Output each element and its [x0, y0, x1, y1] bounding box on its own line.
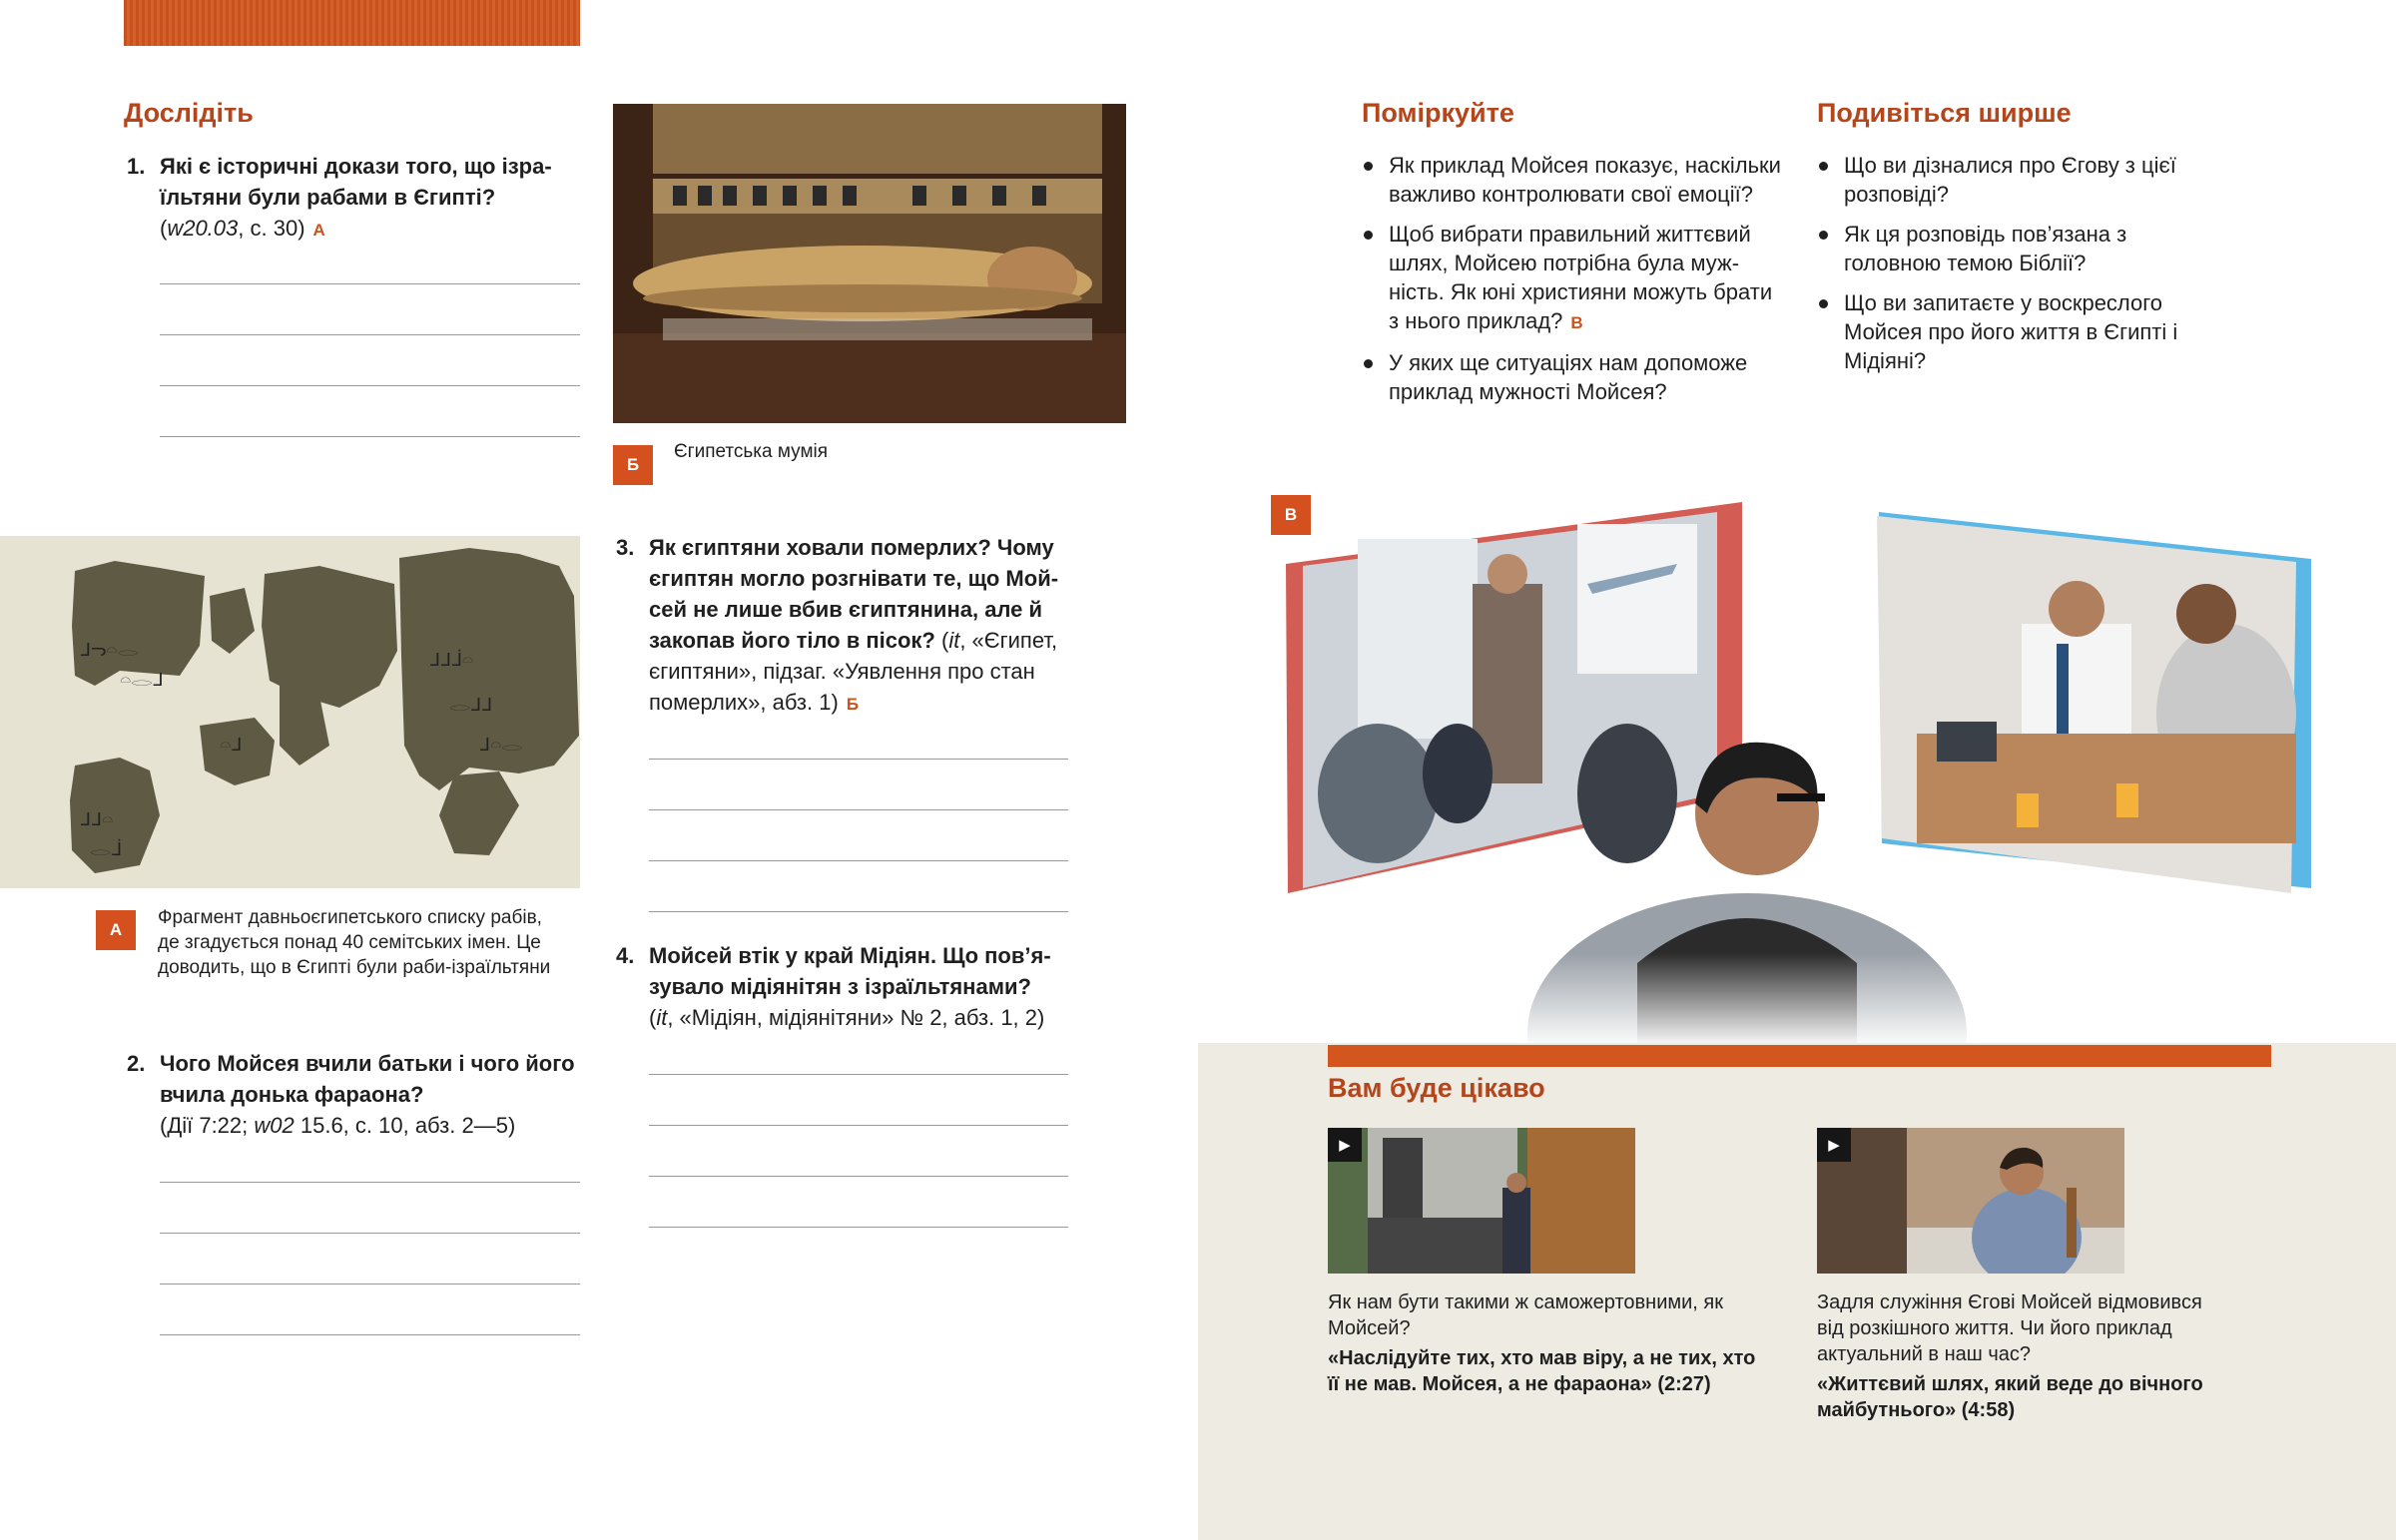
figure-b-badge: Б — [613, 445, 653, 485]
question-4-reference: (it, «Мідіян, мідіянітяни» № 2, абз. 1, 2) — [649, 1005, 1045, 1030]
papyrus-image — [0, 536, 580, 888]
question-1: 1. Які є історичні докази того, що ізраїльтяни були рабами в Єгипті? (w20.03, с. 30) А — [127, 154, 552, 241]
interesting-heading: Вам буде цікаво — [1328, 1073, 1545, 1103]
research-heading: Дослідіть — [124, 98, 254, 128]
figure-c-marker: В — [1570, 313, 1583, 332]
think-item: Як приклад Мойсея показує, наскільки важливо контролювати свої емоції? — [1362, 151, 1781, 209]
svg-text:ᒧᒧᒨ𓏏: ᒧᒧᒨ𓏏 — [429, 650, 474, 671]
play-icon[interactable]: ▶ — [1817, 1128, 1851, 1162]
think-heading: Поміркуйте — [1362, 98, 1514, 128]
think-list — [1362, 151, 1781, 417]
figure-a-marker: А — [312, 221, 325, 240]
video-1[interactable] — [1328, 1128, 1756, 1397]
svg-text:ᒧᒧ𓏏: ᒧᒧ𓏏 — [80, 809, 114, 830]
mummy-image — [613, 104, 1126, 423]
interesting-bar — [1328, 1045, 2271, 1067]
question-2: 2. Чого Мойсея вчили батьки і чого його вчила донька фараона? (Дії 7:22; w02 15.6, с. 10, абз. 2—5) — [127, 1051, 575, 1138]
video-2-thumbnail[interactable] — [1817, 1128, 2124, 1274]
wider-item: Що ви дізналися про Єгову з цієї розповіді? — [1817, 151, 2216, 209]
header-strip — [124, 0, 580, 46]
question-3: 3. Як єгиптяни ховали померлих? Чому єгиптян могло розгнівати те, що Мойсей не лише вбив єгиптянина, але й закопав його тіло в пісок? (it, «Єгипет, єгиптяни», підзаг. «Уявлення про стан померлих», абз. 1) Б — [616, 535, 1059, 715]
wider-heading: Подивіться ширше — [1817, 98, 2072, 128]
video-2-title[interactable]: «Життєвий шлях, який веде до вічного майбутнього» (4:58) — [1817, 1373, 2203, 1421]
svg-text:ᒧᓓ𓏏𓂋: ᒧᓓ𓏏𓂋 — [80, 640, 139, 661]
svg-text:𓂋ᒧᒧ: 𓂋ᒧᒧ — [449, 695, 493, 716]
wider-item: Як ця розповідь пов’язана з головною темою Біблії? — [1817, 220, 2216, 277]
svg-text:𓏏𓂋ᒧ: 𓏏𓂋ᒧ — [120, 670, 164, 691]
figure-b-marker: Б — [846, 695, 860, 714]
figure-b-caption: Єгипетська мумія — [674, 441, 829, 462]
video-2-description: Задля служіння Єгові Мойсей відмовився від розкішного життя. Чи його приклад актуальний в наш час? — [1817, 1291, 2202, 1365]
career-choice-illustration — [1278, 494, 2326, 1048]
video-1-thumbnail[interactable] — [1328, 1128, 1635, 1274]
figure-c-badge: В — [1271, 495, 1311, 535]
video-1-title[interactable]: «Наслідуйте тих, хто мав віру, а не тих, хто її не мав. Мойсея, а не фараона» (2:27) — [1328, 1347, 1756, 1395]
think-item: Щоб вибрати правильний життєвий шлях, Мойсею потрібна була мужність. Як юні християни можуть брати з нього приклад? В — [1362, 220, 1781, 337]
think-item: У яких ще ситуаціях нам допоможе приклад мужності Мойсея? — [1362, 348, 1781, 406]
video-2[interactable] — [1817, 1128, 2203, 1423]
video-1-description: Як нам бути такими ж саможертовними, як Мойсей? — [1328, 1291, 1723, 1339]
question-1-reference: (w20.03, с. 30) — [160, 216, 305, 241]
figure-a-caption: Фрагмент давньоєгипетського списку рабів, де згадується понад 40 семітських імен. Це доводить, що в Єгипті були раби-ізраїльтяни — [158, 907, 551, 978]
answer-lines-4[interactable] — [649, 1050, 1068, 1228]
svg-text:ᒧ𓏏𓂋: ᒧ𓏏𓂋 — [479, 735, 523, 756]
question-2-reference: (Дії 7:22; w02 15.6, с. 10, абз. 2—5) — [160, 1113, 516, 1138]
answer-lines-2[interactable] — [160, 1158, 580, 1335]
question-3-reference: (it, «Єгипет, єгиптяни», підзаг. «Уявлення про стан померлих», абз. 1) — [649, 628, 1058, 715]
figure-a-badge: А — [96, 910, 136, 950]
question-4: 4. Мойсей втік у край Мідіян. Що пов’язувало мідіянітян з ізраїльтянами? (it, «Мідіян, мідіянітяни» № 2, абз. 1, 2) — [616, 943, 1051, 1030]
play-icon[interactable]: ▶ — [1328, 1128, 1362, 1162]
svg-text:𓂋ᒨ: 𓂋ᒨ — [90, 839, 123, 860]
wider-item: Що ви запитаєте у воскреслого Мойсея про його життя в Єгипті і Мідіяні? — [1817, 288, 2216, 375]
wider-list — [1817, 151, 2216, 386]
answer-lines-3[interactable] — [649, 737, 1068, 912]
answer-lines-1[interactable] — [160, 257, 580, 437]
svg-text:𓏏ᒧ: 𓏏ᒧ — [220, 735, 243, 756]
